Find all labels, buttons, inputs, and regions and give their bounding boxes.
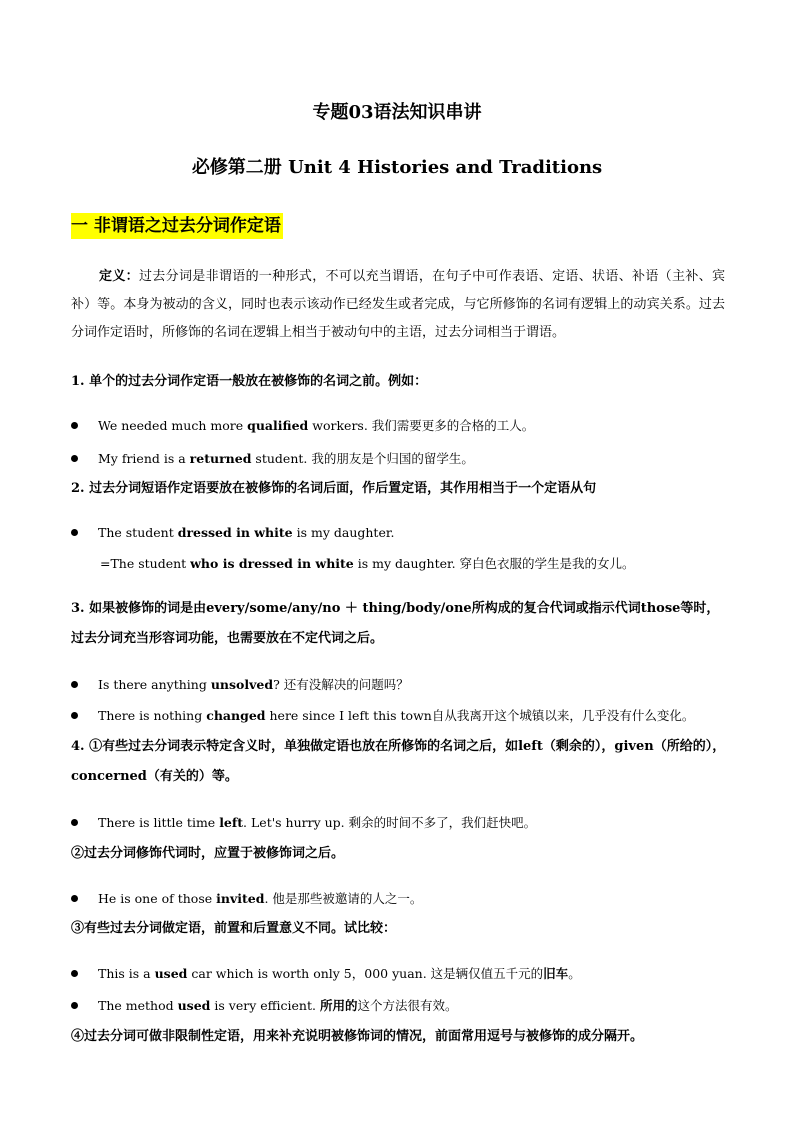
rule-heading-4: 4. ①有些过去分词表示特定含义时，单独做定语也放在所修饰的名词之后，如left（剩余的），given（所给的），concerned（有关的）等。: [71, 739, 726, 784]
rule-heading-6: ③有些过去分词做定语，前置和后置意义不同。试比较：: [71, 921, 397, 936]
bullet-icon: [71, 1002, 78, 1009]
rule-heading-7: ④过去分词可做非限制性定语，用来补充说明被修饰词的情况，前面常用逗号与被修饰的成分隔开。: [71, 1029, 644, 1044]
bullet-icon: [71, 819, 78, 826]
bullet-icon: [71, 895, 78, 902]
bullet-icon: [71, 529, 78, 536]
bullet-icon: [71, 455, 78, 462]
example-item: Is there anything unsolved? 还有没解决的问题吗？: [71, 675, 409, 695]
document-title: 专题03语法知识串讲: [312, 102, 482, 123]
example-item: He is one of those invited. 他是那些被邀请的人之一。: [71, 889, 422, 909]
bullet-icon: [71, 970, 78, 977]
definition-label: 定义：: [99, 269, 139, 284]
example-item: We needed much more qualified workers. 我们需要更多的合格的工人。: [71, 416, 534, 436]
example-item: The student dressed in white is my daughter.: [71, 523, 394, 543]
bullet-icon: [71, 712, 78, 719]
definition-paragraph: [71, 263, 725, 347]
example-item: There is nothing changed here since I left this town自从我离开这个城镇以来，几乎没有什么变化。: [71, 706, 694, 726]
rule-heading-2: 2. 过去分词短语作定语要放在被修饰的名词后面，作后置定语，其作用相当于一个定语从句: [71, 481, 597, 496]
example-item: My friend is a returned student. 我的朋友是个归国的留学生。: [71, 449, 474, 469]
example-item: This is a used car which is worth only 5，000 yuan. 这是辆仅值五千元的旧车。: [71, 964, 581, 984]
example-continuation: =The student who is dressed in white is my daughter. 穿白色衣服的学生是我的女儿。: [100, 556, 635, 571]
rule-heading-3: 3. 如果被修饰的词是由every/some/any/no ＋ thing/body/one所构成的复合代词或指示代词those等时，过去分词充当形容词功能，也需要放在不定代词之后。: [71, 601, 720, 646]
bullet-icon: [71, 681, 78, 688]
example-item: There is little time left. Let's hurry up. 剩余的时间不多了，我们赶快吧。: [71, 813, 536, 833]
document-subtitle: 必修第二册 Unit 4 Histories and Traditions: [191, 157, 603, 178]
section-heading-highlighted: 一 非谓语之过去分词作定语: [71, 213, 283, 239]
bullet-icon: [71, 422, 78, 429]
example-item: The method used is very efficient. 所用的这个方法很有效。: [71, 996, 457, 1016]
definition-text: 过去分词是非谓语的一种形式，不可以充当谓语，在句子中可作表语、定语、状语、补语（主补、宾补）等。本身为被动的含义，同时也表示该动作已经发生或者完成，与它所修饰的名词有逻辑上的动宾关系。过去分词作定语时，所修饰的名词在逻辑上相当于被动句中的主语，过去分词相当于谓语。: [71, 269, 725, 340]
rule-heading-5: ②过去分词修饰代词时，应置于被修饰词之后。: [71, 846, 345, 861]
rule-heading-1: 1. 单个的过去分词作定语一般放在被修饰的名词之前。例如：: [71, 374, 428, 389]
